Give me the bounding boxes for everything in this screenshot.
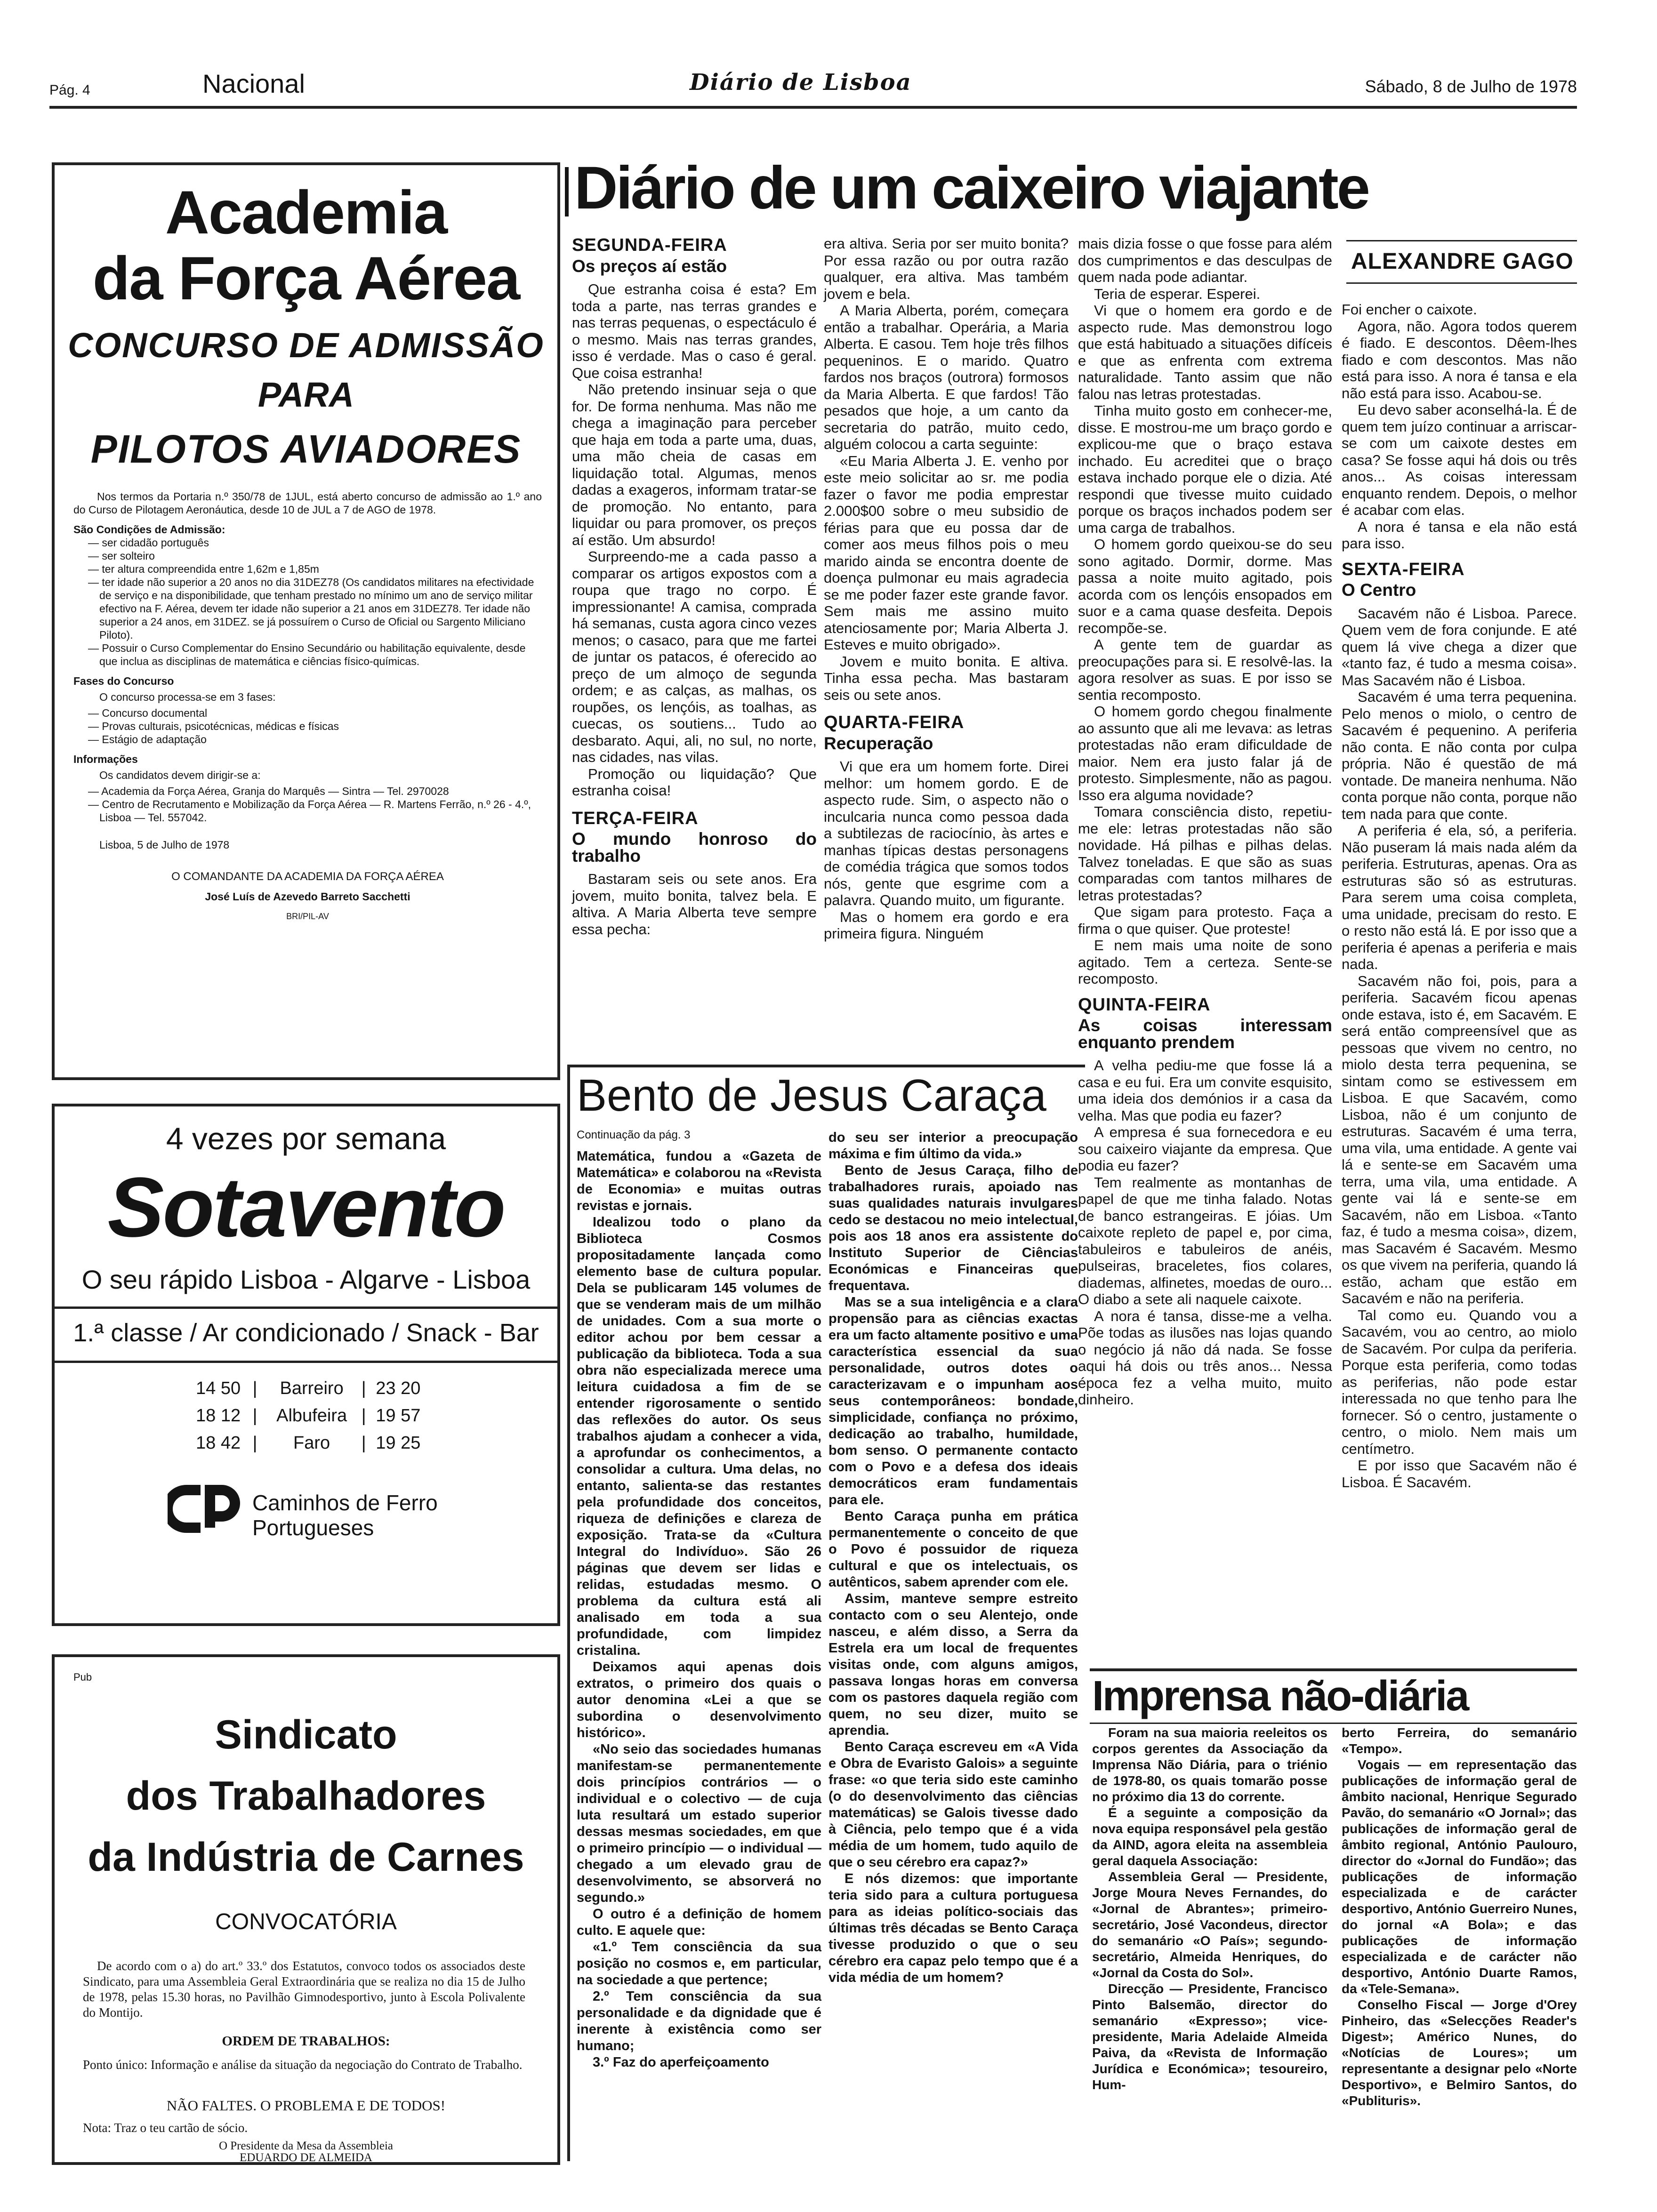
paragraph: era altiva. Seria por ser muito bonita? Por essa razão ou por outra razão qualquer, era altiva. Mas também jovem e bela. — [824, 235, 1069, 302]
paragraph: berto Ferreira, do semanário «Tempo». — [1342, 1725, 1577, 1756]
paragraph: Tomara consciência disto, repetiu-me ele: letras protestadas não são novidade. Há pilhas e pilhas delas. Talvez toneladas. E que são as suas comparadas com tantos milhares de letras protestadas? — [1078, 803, 1332, 904]
paragraph: Idealizou todo o plano da Biblioteca Cosmos propositadamente lançada como elemento base de cultura popular. Dela se publicaram 145 volumes de que se venderam mais de um milhão de unidades. Com a sua morte o editor achou por bem cessar a publicação da biblioteca. Toda a sua obra não especializada merece uma leitura cuidadosa a fim de se entender rigorosamente o sentido das reflexões do autor. Os seus trabalhos ajudam a conhecer a vida, a aprofundar os conhecimentos, a consolidar a cultura. Uma delas, no entanto, salienta-se das restantes pela profundidade dos conceitos, riqueza de definições e clareza de exposição. Trata-se da «Cultura Integral do Indivíduo». São 26 páginas que devem ser lidas e relidas, estudadas mesmo. O problema da cultura está ali analisado em toda a sua profundidade, com limpidez cristalina. — [577, 1215, 821, 1658]
imprensa-column-1 — [1092, 1725, 1327, 2093]
arr-time: 23 20 — [376, 1378, 421, 1398]
day-heading: SEXTA-FEIRA — [1342, 559, 1465, 579]
ordem-heading: ORDEM DE TRABALHOS: — [222, 2034, 390, 2049]
sotavento-features: 1.ª classe / Ar condicionado / Snack - Bar — [73, 1319, 539, 1347]
paragraph: É a seguinte a composição da nova equipa responsável pela gestão da AIND, agora eleita na assembleia geral daquela Associação: — [1092, 1805, 1327, 1868]
paragraph: 3.º Faz do aperfeiçoamento — [593, 2055, 769, 2070]
imprensa-column-2 — [1342, 1725, 1577, 2109]
phase-item: — Provas culturais, psicotécnicas, médicas e físicas — [99, 720, 542, 733]
ad-academia-subtitle-1: CONCURSO DE ADMISSÃO — [68, 326, 544, 365]
ad-academia — [52, 162, 560, 1080]
section-subhead: O mundo honroso do trabalho — [572, 829, 817, 866]
newspaper-title: Diário de Lisboa — [690, 69, 912, 96]
condition-item: — Possuir o Curso Complementar do Ensino Secundário ou habilitação equivalente, desde que inclua as disciplinas de matemática e ciências físico-químicas. — [99, 641, 542, 668]
signature-code: BRI/PIL-AV — [286, 912, 329, 921]
info-heading: Informações — [73, 753, 138, 765]
section-name: Nacional — [202, 69, 305, 98]
ad-academia-intro: Nos termos da Portaria n.º 350/78 de 1JUL, está aberto concurso de admissão ao 1.º ano do Curso de Pilotagem Aeronáutica, desde 10 de JUL a 7 de AGO de 1978. — [73, 490, 542, 516]
paragraph: Tinha muito gosto em conhecer-me, disse. E mostrou-me um braço gordo e explicou-me que o braço estava inchado. Eu acreditei que o braço estava inchado porque ele o dizia. Até respondi que tivesse muito cuidado porque os braços inchados podem ser uma carga de trabalhos. — [1078, 402, 1332, 536]
section-subhead: As coisas interessam enquanto prendem — [1078, 1016, 1332, 1052]
company-name-1: Caminhos de Ferro — [252, 1491, 438, 1515]
paragraph: Jovem e muito bonita. E altiva. Tinha essa pecha. Mas bastaram seis ou sete anos. — [824, 653, 1069, 703]
conditions-list — [73, 536, 542, 668]
paragraph: Eu devo saber aconselhá-la. É de quem tem juízo continuar a arriscar-se com um caixote destes em casa? Se fosse aqui há dois ou três anos... As coisas interessam enquanto rendem. Depois, o melhor é acabar com elas. — [1342, 401, 1577, 518]
paragraph: E nem mais uma noite de sono agitado. Tem a certeza. Sente-se recomposto. — [1078, 937, 1332, 987]
dep-time: 18 12 — [196, 1406, 241, 1426]
paragraph: do seu ser interior a preocupação máxima e fim último da vida.» — [828, 1130, 1078, 1162]
arr-time: 19 25 — [376, 1433, 421, 1453]
paragraph: Assembleia Geral — Presidente, Jorge Moura Neves Fernandes, do «Jornal de Abrantes»; primeiro-secretário, José Vacondeus, director do semanário «O País»; segundo-secretário, Almeida Henriques, do «Jornal da Costa do Sol». — [1092, 1869, 1327, 1980]
paragraph: A velha pediu-me que fosse lá a casa e eu fui. Era um convite esquisito, uma ideia dos demónios ir a casa da velha. Mas que podia eu fazer? — [1078, 1057, 1332, 1124]
ad-academia-subtitle-2: PARA — [257, 375, 354, 414]
info-item: — Centro de Recrutamento e Mobilização da Força Aérea — R. Martens Ferrão, n.º 26 - 4.º, Lisboa — Tel. 557042. — [99, 798, 542, 824]
caraca-column-2 — [828, 1130, 1078, 1986]
sotavento-route: O seu rápido Lisboa - Algarve - Lisboa — [81, 1265, 531, 1294]
ad-academia-body — [73, 490, 542, 923]
sindicato-note: Nota: Traz o teu cartão de sócio. — [83, 2121, 248, 2135]
paragraph: O outro é a definição de homem culto. E aquele que: — [577, 1907, 821, 1938]
president-line: O Presidente da Mesa da Assembleia — [218, 2140, 394, 2152]
paragraph: Conselho Fiscal — Jorge d'Orey Pinheiro, das «Selecções Reader's Digest»; Américo Nunes, do «Notícias de Loures»; um representante a designar pelo «Norte Desportivo», e Belmiro Santos, do «Publituris». — [1342, 1997, 1577, 2108]
paragraph: O homem gordo chegou finalmente ao assunto que ali me levava: as letras protestadas não eram dificuldade de maior. Nem era justo falar já de protesto. Simplesmente, não as pagou. Isso era alguma novidade? — [1078, 703, 1332, 803]
paragraph: A empresa é sua fornecedora e eu sou caixeiro viajante da empresa. Que podia eu fazer? — [1078, 1124, 1332, 1174]
conditions-heading: São Condições de Admissão: — [73, 523, 225, 536]
info-item: — Academia da Força Aérea, Granja do Marquês — Sintra — Tel. 2970028 — [99, 785, 542, 798]
pub-label: Pub — [73, 1671, 92, 1683]
cp-logo-icon — [168, 1483, 243, 1535]
section-subhead: O Centro — [1342, 580, 1416, 600]
imprensa-top-rule — [1090, 1668, 1577, 1671]
phase-item: — Concurso documental — [99, 706, 542, 720]
company-name-2: Portugueses — [252, 1515, 374, 1540]
paragraph: A Maria Alberta, porém, começara então a trabalhar. Operária, a Maria Alberta. E casou. Tem hoje três filhos pequeninos. E o marido. Quatro fardos nos braços (outrora) formosos da Maria Alberta. E que fardos! Tão pesados que hoje, a um canto da secretaria do patrão, muito cedo, alguém colocou a carta seguinte: — [824, 302, 1069, 452]
ad-academia-title-1: Academia — [165, 178, 447, 247]
paragraph: Que estranha coisa é esta? Em toda a parte, nas terras grandes e nas terras pequenas, o espectáculo é o mesmo. Mais nas terras grandes, isso é verdade. Mas o caso é geral. Que coisa estranha! — [572, 281, 817, 381]
paragraph: Não pretendo insinuar seja o que for. De forma nenhuma. Mas não me chega a imaginação para perceber que haja em toda a parte uma, duas, uma mão cheia de casas em liquidação total. Algumas, menos dadas a exageros, informam tratar-se de promoção. No entanto, para liquidar ou para promover, os preços aí estão. Um absurdo! — [572, 381, 817, 548]
timetable — [196, 1375, 441, 1457]
paragraph: Mas o homem era gordo e era primeira figura. Ninguém — [824, 908, 1069, 942]
paragraph: E por isso que Sacavém não é Lisboa. É Sacavém. — [1342, 1457, 1577, 1491]
signature-title: O COMANDANTE DA ACADEMIA DA FORÇA AÉREA — [171, 870, 444, 883]
phases-intro: O concurso processa-se em 3 fases: — [99, 691, 276, 703]
paragraph: Bastaram seis ou sete anos. Era jovem, muito bonita, talvez bela. E altiva. A Maria Alberta teve sempre essa pecha: — [572, 871, 817, 938]
info-intro: Os candidatos devem dirigir-se a: — [99, 769, 261, 781]
signature-name: José Luís de Azevedo Barreto Sacchetti — [205, 890, 410, 903]
paragraph: Promoção ou liquidação? Que estranha coisa! — [572, 765, 817, 799]
continuation-note: Continuação da pág. 3 — [577, 1129, 691, 1141]
day-heading: SEGUNDA-FEIRA — [572, 235, 727, 255]
article-caraca-headline: Bento de Jesus Caraça — [577, 1070, 1046, 1121]
page-number: Pág. 4 — [49, 82, 90, 98]
headline-bar — [565, 167, 569, 216]
caraca-left-rule — [567, 1065, 570, 2161]
paragraph: Mas se a sua inteligência e a clara propensão para as ciências exactas era um facto altamente positivo e uma característica essencial da sua personalidade, outros dotes o caracterizavam e o impunham aos seus contemporâneos: bondade, simplicidade, confiança no próximo, dedicação ao trabalho, humildade, bom senso. O permanente contacto com o Povo e a defesa dos ideais democráticos eram fundamentais para ele. — [828, 1295, 1078, 1507]
paragraph: Deixamos aqui apenas dois extratos, o primeiro dos quais o autor denomina «Lei a que se subordina o desenvolvimento histórico». — [577, 1659, 821, 1740]
author-rule-top — [1346, 240, 1577, 241]
paragraph: «No seio das sociedades humanas manifestam-se permanentemente dois princípios contrários — o individual e o colectivo — de cuja luta resultará um estado superior dessas mesmas sociedades, em que o primeiro princípio — o individual — chegado a um elevado grau de desenvolvimento, se absorverá no segundo.» — [577, 1742, 821, 1905]
day-heading: QUARTA-FEIRA — [824, 713, 965, 732]
ordem-text: Ponto único: Informação e análise da situação da negociação do Contrato de Trabalho. — [83, 2058, 523, 2072]
condition-item: — ter idade não superior a 20 anos no dia 31DEZ78 (Os candidatos militares na efectividade de serviço e na disponibilidade, que tenham prestado no mínimo um ano de serviço militar efectivo na F. Aérea, devem ter idade não superior a 21 anos em 31DEZ78. Ter idade não superior a 24 anos, em 31DEZ. se já possuírem o Curso de Oficial ou Sargento Miliciano Piloto). — [99, 576, 542, 641]
day-heading: TERÇA-FEIRA — [572, 808, 699, 828]
paragraph: 2.º Tem consciência da sua personalidade e da dignidade que é inerente à existência como ser humano; — [577, 1989, 821, 2053]
paragraph: Sacavém não é Lisboa. Parece. Quem vem de fora conjunde. E até quem lá vive chega a dizer que «tanto faz, é tudo a mesma coisa». Mas Sacavém não é Lisboa. — [1342, 605, 1577, 689]
timetable-row: 18 12 | Albufeira | 19 57 — [196, 1402, 441, 1429]
diario-column-4 — [1342, 301, 1577, 1491]
paragraph: E nós dizemos: que importante teria sido para a cultura portuguesa para as ideias político-sociais das últimas três décadas se Bento Caraça tivesse produzido o que o seu cérebro era capaz pelo tempo que é a vida média de um homem? — [828, 1871, 1078, 1985]
section-subhead: Os preços aí estão — [572, 256, 727, 276]
caraca-column-1 — [577, 1148, 821, 2071]
station: Barreiro — [280, 1378, 344, 1398]
section-subhead: Recuperação — [824, 733, 933, 753]
masthead — [49, 64, 1577, 109]
paragraph: A periferia é ela, só, a periferia. Não puseram lá mais nada além da periferia. Estruturas, apenas. Ora as estruturas são só as estruturas. Para serem uma coisa completa, uma unidade, precisam do resto. E o resto não está lá. E por isso que a periferia é apenas a periferia e mais nada. — [1342, 822, 1577, 972]
president-name: EDUARDO DE ALMEIDA — [240, 2151, 372, 2164]
timetable-row: 14 50 | Barreiro | 23 20 — [196, 1375, 441, 1402]
author-rule-bottom — [1346, 282, 1577, 284]
timetable-row: 18 42 | Faro | 19 25 — [196, 1429, 441, 1457]
diario-column-2 — [824, 235, 1069, 942]
condition-item: — ser solteiro — [99, 549, 542, 562]
paragraph: Assim, manteve sempre estreito contacto com o seu Alentejo, onde nasceu, e além disso, a Serra da Estrela era um local de frequentes visitas onde, com alguns amigos, passava longas horas em conversa com os pastores daquela região com quem, no seu dizer, muito se aprendia. — [828, 1591, 1078, 1738]
ad-sindicato — [52, 1654, 560, 2165]
paragraph: Bento de Jesus Caraça, filho de trabalhadores rurais, apoiado nas suas qualidades naturais invulgares cedo se destacou no meio intelectual, pois aos 18 anos era assistente do Instituto Superior de Ciências Económicas e Financeiras que frequentava. — [828, 1163, 1078, 1293]
paragraph: Sacavém não foi, pois, para a periferia. Sacavém ficou apenas onde estava, isto é, em Sacavém. E será então compreensível que as pessoas que vivem no centro, no miolo desta terra pequenina, se sintam como se estivessem em Lisboa. E que Sacavém, como Lisboa, não é um conjunto de estruturas. Sacavém é uma terra, uma vila, uma entidade. A gente vai lá e sente-se em Sacavém uma terra, uma vila, uma entidade. A gente vai lá e sente-se em Sacavém, não em Lisboa. «Tanto faz, é tudo a mesma coisa», dizem, mas Sacavém é Sacavém. Mesmo os que vivem na periferia, quando lá estão, acham que estão em Sacavém e não na periferia. — [1342, 972, 1577, 1306]
sindicato-title-1: Sindicato — [215, 1712, 397, 1757]
diario-column-1 — [572, 235, 817, 938]
paragraph: Vi que era um homem forte. Direi melhor: um homem gordo. E de aspecto rude. Sim, o aspecto não o inculcaria nunca como pessoa dada a subtilezas de raciocínio, às artes e manhas típicas destas personagens de comédia trágica que somos todos nós, gente que esgrime com a palavra. Quando muito, um figurante. — [824, 758, 1069, 908]
article-author: ALEXANDRE GAGO — [1351, 249, 1574, 274]
sotavento-divider — [55, 1306, 557, 1309]
convocatoria-heading: CONVOCATÓRIA — [215, 1909, 397, 1934]
paragraph: Bento Caraça escreveu em «A Vida e Obra de Evaristo Galois» a seguinte frase: «o que teria sido este caminho (o do desenvolvimento das ciências matemáticas) se Galois tivesse dado à Ciência, pelo tempo que é a vida média de um homem, tudo aquilo de que o seu cérebro era capaz?» — [828, 1739, 1078, 1870]
paragraph: Foi encher o caixote. — [1342, 301, 1477, 318]
paragraph: A nora é tansa e ela não está para isso. — [1342, 518, 1577, 552]
sindicato-title-2: dos Trabalhadores — [126, 1773, 486, 1819]
paragraph: Sacavém é uma terra pequenina. Pelo menos o miolo, o centro de Sacavém é pequenino. A periferia não conta. E não conta por culpa própria. Não é questão de má vontade. De maneira nenhuma. Não conta porque não conta, porque não tem nada para que conte. — [1342, 689, 1577, 822]
sotavento-name: Sotavento — [107, 1160, 505, 1255]
sotavento-divider-2 — [55, 1361, 557, 1363]
paragraph: A gente tem de guardar as preocupações para si. E resolvê-las. Ia agora resolver as suas. E por isso se sentia recomposto. — [1078, 636, 1332, 703]
day-heading: QUINTA-FEIRA — [1078, 994, 1211, 1015]
dep-time: 18 42 — [196, 1433, 241, 1453]
paragraph: Tal como eu. Quando vou a Sacavém, vou ao centro, ao miolo de Sacavém. Por culpa da periferia. Porque esta periferia, como todas as periferias, não pode estar interessada no que tenho para lhe fornecer. Só o centro, justamente o centro, o miolo. Nem mais um centímetro. — [1342, 1306, 1577, 1457]
paragraph: A nora é tansa, disse-me a velha. Põe todas as ilusões nas lojas quando o negócio já não dá nada. Se fosse aqui há dois ou três anos... Nessa época fez a velha muito, muito dinheiro. — [1078, 1307, 1332, 1408]
station: Albufeira — [276, 1406, 347, 1426]
diario-column-3 — [1078, 235, 1332, 1408]
phases-list — [73, 706, 542, 746]
paragraph: «1.º Tem consciência da sua posição no cosmos e, em particular, na sociedade a que pertence; — [577, 1940, 821, 1988]
sindicato-body: De acordo com o a) do art.º 33.º dos Estatutos, convoco todos os associados deste Sindicato, para uma Assembleia Geral Extraordinária que se realiza no dia 15 de Julho de 1978, pelas 15.30 horas, no Pavilhão Gimnodesportivo, junto à Escola Polivalente do Montijo. — [83, 1959, 525, 2020]
paragraph: mais dizia fosse o que fosse para além dos cumprimentos e das desculpas de quem nada pode adiantar. — [1078, 235, 1332, 285]
sotavento-tagline: 4 vezes por semana — [166, 1121, 446, 1156]
phase-item: — Estágio de adaptação — [99, 733, 542, 746]
paragraph: Surpreendo-me a cada passo a comparar os artigos expostos com a roupa que trago no corpo. É impressionante! A camisa, comprada há semanas, custa agora cinco vezes menos; o casaco, para que me fartei de juntar os patacos, é oferecido ao preço de um almoço de segunda ordem; e as calças, as malhas, os roupões, os lençóis, as toalhas, as cuecas, os soutiens... Tudo ao desbarato. Aqui, ali, no sul, no norte, nas cidades, nas vilas. — [572, 548, 817, 765]
paragraph: Agora, não. Agora todos querem é fiado. E descontos. Dêem-lhes fiado e com descontos. Mas não está para isso. A nora é tansa e ela não está para isso. Acabou-se. — [1342, 318, 1577, 401]
condition-item: — ser cidadão português — [99, 536, 542, 549]
paragraph: Direcção — Presidente, Francisco Pinto Balsemão, director do semanário «Expresso»; vice-presidente, Maria Adelaide Almeida Paiva, da «Revista de Informação Jurídica e Económica»; tesoureiro, Hum- — [1092, 1981, 1327, 2092]
ad-academia-title-2: da Força Aérea — [92, 244, 520, 313]
arr-time: 19 57 — [376, 1406, 421, 1426]
paragraph: Teria de esperar. Esperei. — [1094, 285, 1261, 302]
info-list — [73, 785, 542, 824]
issue-date: Sábado, 8 de Julho de 1978 — [1365, 77, 1577, 96]
paragraph: Matemática, fundou a «Gazeta de Matemática» e colaborou na «Revista de Economia» e muitas outras revistas e jornais. — [577, 1149, 821, 1213]
ad-academia-subtitle-3: PILOTOS AVIADORES — [90, 427, 522, 471]
article-diario-headline: Diário de um caixeiro viajante — [574, 154, 1368, 222]
paragraph: Tem realmente as montanhas de papel de que me tinha falado. Notas de banco estrangeiras. E jóias. Um caixote repleto de papel e, por cima, tabuleiros e tabuleiros de anéis, pulseiras, braceletes, fios colares, diademas, alfinetes, moedas de ouro... O diabo a sete ali naquele caixote. — [1078, 1174, 1332, 1307]
paragraph: O homem gordo queixou-se do seu sono agitado. Dormir, dorme. Mas passa a noite muito agitado, pois acorda com os lençóis ensopados em suor e a cama quase desfeita. Depois recompõe-se. — [1078, 536, 1332, 636]
ad-academia-date: Lisboa, 5 de Julho de 1978 — [99, 839, 230, 851]
sindicato-title-3: da Indústria de Carnes — [88, 1835, 524, 1880]
paragraph: Vogais — em representação das publicações de informação geral de âmbito nacional, Henrique Segurado Pavão, do semanário «O Jornal»; das publicações de informação geral de âmbito regional, António Paulouro, director do «Jornal do Fundão»; das publicações de informação especializada e de carácter desportivo, António Guerreiro Nunes, do jornal «A Bola»; e das publicações de informação especializada e de carácter não desportivo, António Duarte Ramos, da «Tele-Semana». — [1342, 1757, 1577, 1996]
imprensa-headline-rule — [1090, 1723, 1577, 1724]
article-imprensa-headline: Imprensa não-diária — [1092, 1673, 1468, 1720]
paragraph: Vi que o homem era gordo e de aspecto rude. Mas demonstrou logo que está habituado a situações difíceis e que as enfrenta com extrema naturalidade. Tanto assim que não falou nas letras protestadas. — [1078, 302, 1332, 402]
paragraph: Que sigam para protesto. Faça a firma o que quiser. Que proteste! — [1078, 904, 1332, 937]
phases-heading: Fases do Concurso — [73, 675, 174, 687]
sindicato-slogan: NÃO FALTES. O PROBLEMA E DE TODOS! — [166, 2097, 446, 2114]
ad-sotavento — [52, 1104, 560, 1626]
paragraph: Bento Caraça punha em prática permanentemente o conceito de que o Povo é possuidor de riqueza cultural e que os intelectuais, os autênticos, sabem aprender com ele. — [828, 1509, 1078, 1590]
condition-item: — ter altura compreendida entre 1,62m e 1,85m — [99, 562, 542, 576]
station: Faro — [293, 1433, 330, 1453]
dep-time: 14 50 — [196, 1378, 241, 1398]
paragraph: Foram na sua maioria reeleitos os corpos gerentes da Associação da Imprensa Não Diária, para o triénio de 1978-80, os quais tomarão posse no próximo dia 13 do corrente. — [1092, 1725, 1327, 1804]
paragraph: «Eu Maria Alberta J. E. venho por este meio solicitar ao sr. me podia fazer o favor me podia emprestar 2.000$00 sobre o meu subsidio de férias para que eu possa dar de comer aos meus filhos pois o meu marido ainda se encontra doente de doença pulmonar eu mais agradecia se me poder fazer este grande favor. Sem mais me assino muito atenciosamente por; Maria Alberta J. Esteves e muito obrigado». — [824, 452, 1069, 653]
